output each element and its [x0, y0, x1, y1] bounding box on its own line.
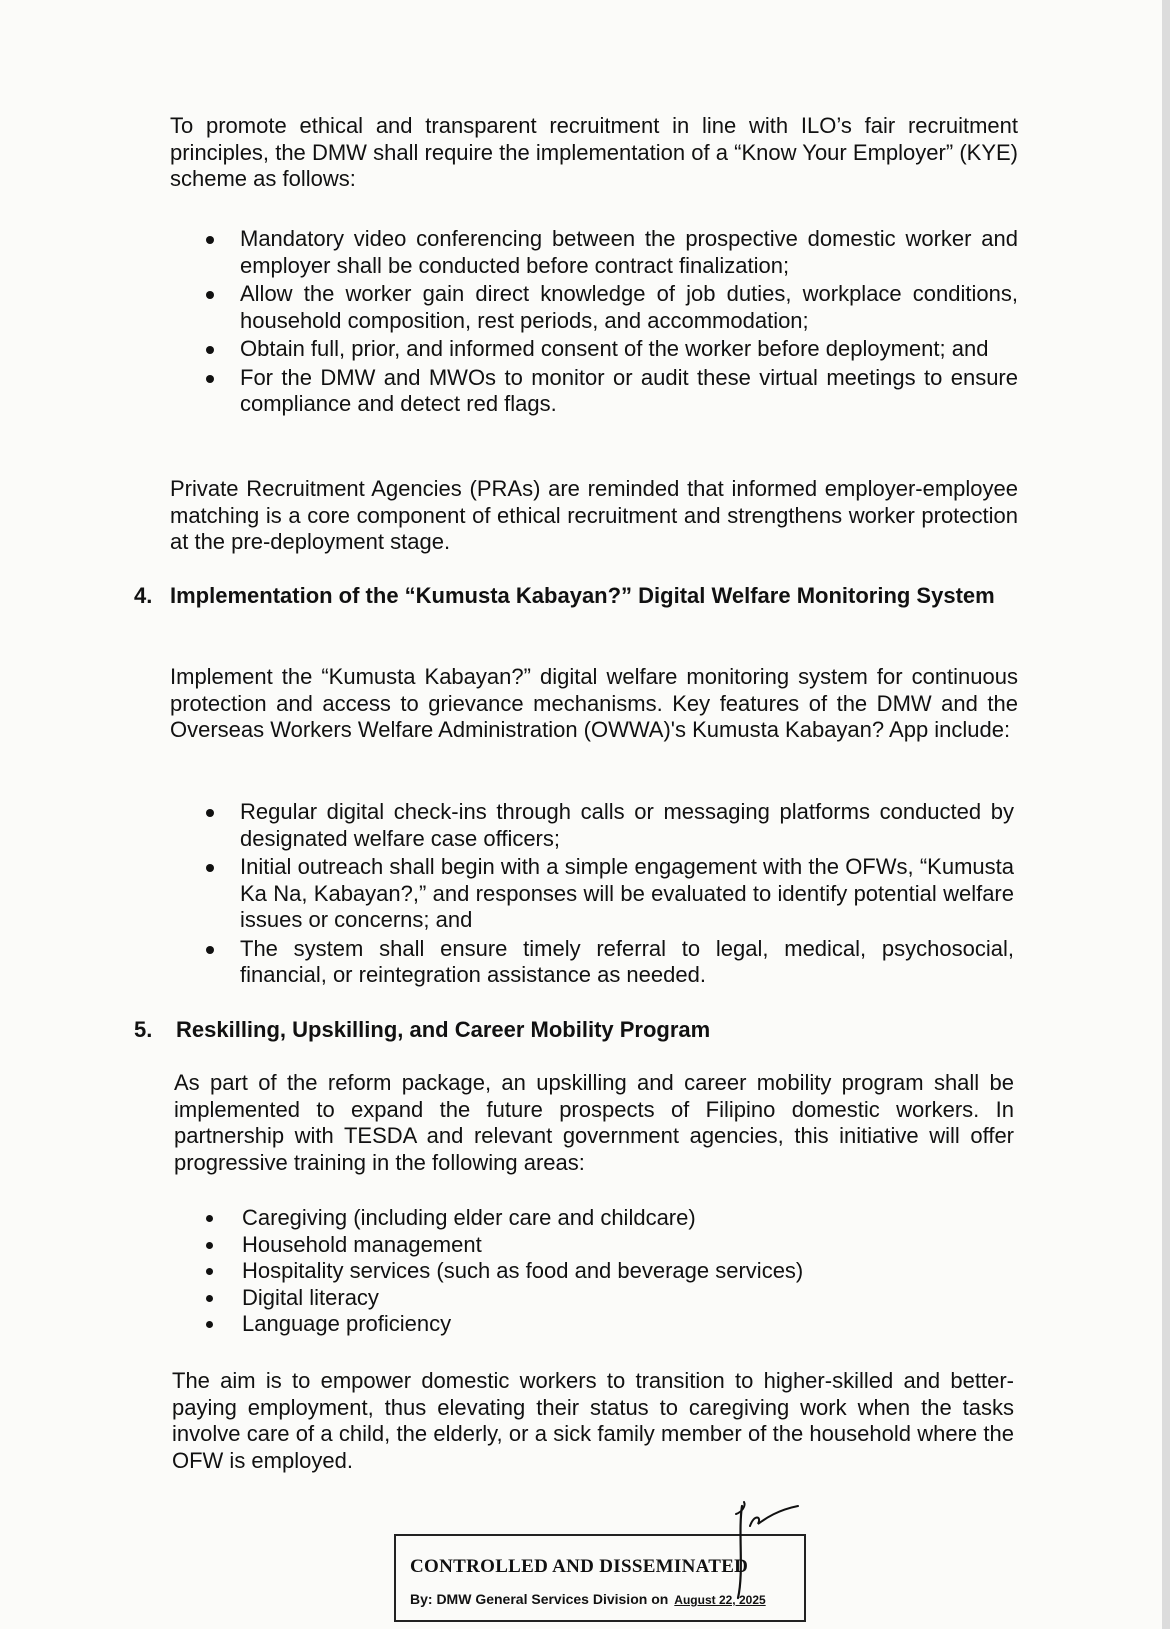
section-5-bullet-list [242, 1205, 1002, 1338]
section-title: Reskilling, Upskilling, and Career Mobility Program [176, 1017, 711, 1042]
section-number: 4. [134, 583, 153, 608]
bullet-icon [206, 809, 214, 817]
bullet-icon [206, 346, 214, 354]
stamp-date: August 22, 2025 [674, 1593, 766, 1607]
pra-note-paragraph: Private Recruitment Agencies (PRAs) are reminded that informed employer-employee matching is a core component of ethical recruitment and strengthens worker protection at the pre-deployment stage. [170, 476, 1018, 554]
section-title: Implementation of the “Kumusta Kabayan?” Digital Welfare Monitoring System [170, 583, 995, 608]
page-edge [1162, 0, 1170, 1629]
section-4-body: Implement the “Kumusta Kabayan?” digital welfare monitoring system for continuous protection and access to grievance mechanisms. Key features of the DMW and the Overseas Workers Welfare Administration (OWWA)'s Kumusta Kabayan? App include: [170, 664, 1018, 742]
list-item: Obtain full, prior, and informed consent of the worker before deployment; and [240, 336, 1018, 363]
bullet-icon [206, 1295, 213, 1302]
section-4-bullet-list [240, 799, 1014, 989]
kye-bullet-list [240, 226, 1018, 418]
closing-paragraph: The aim is to empower domestic workers to transition to higher-skilled and better-paying employment, thus elevating their status to caregiving work when the tasks involve care of a child, the elderly, or a sick family member of the household where the OFW is employed. [172, 1368, 1014, 1473]
bullet-icon [206, 946, 214, 954]
stamp-title: CONTROLLED AND DISSEMINATED [410, 1556, 749, 1577]
bullet-icon [206, 375, 214, 383]
list-item: Regular digital check-ins through calls or messaging platforms conducted by designated welfare case officers; [240, 799, 1014, 852]
bullet-icon [206, 236, 214, 244]
section-5-heading [134, 1017, 1018, 1044]
bullet-icon [206, 864, 214, 872]
section-4-heading [134, 583, 1018, 610]
list-item: For the DMW and MWOs to monitor or audit these virtual meetings to ensure compliance and detect red flags. [240, 365, 1018, 418]
list-item: The system shall ensure timely referral to legal, medical, psychosocial, financial, or reintegration assistance as needed. [240, 936, 1014, 989]
list-item: Mandatory video conferencing between the prospective domestic worker and employer shall be conducted before contract finalization; [240, 226, 1018, 279]
bullet-icon [206, 1215, 213, 1222]
stamp-byline: By: DMW General Services Division on August 22, 2025 [410, 1591, 766, 1607]
signature-mark [728, 1492, 818, 1602]
bullet-icon [206, 291, 214, 299]
list-item: Household management [242, 1232, 1002, 1259]
bullet-icon [206, 1268, 213, 1275]
section-number: 5. [134, 1017, 153, 1042]
list-item: Initial outreach shall begin with a simple engagement with the OFWs, “Kumusta Ka Na, Kabayan?,” and responses will be evaluated to identify potential welfare issues or concerns; and [240, 854, 1014, 934]
list-item: Digital literacy [242, 1285, 1002, 1312]
bullet-icon [206, 1242, 213, 1249]
list-item: Hospitality services (such as food and beverage services) [242, 1258, 1002, 1285]
list-item: Caregiving (including elder care and childcare) [242, 1205, 1002, 1232]
bullet-icon [206, 1321, 213, 1328]
intro-paragraph: To promote ethical and transparent recruitment in line with ILO’s fair recruitment principles, the DMW shall require the implementation of a “Know Your Employer” (KYE) scheme as follows: [170, 113, 1018, 191]
list-item: Language proficiency [242, 1311, 1002, 1338]
list-item: Allow the worker gain direct knowledge of job duties, workplace conditions, household composition, rest periods, and accommodation; [240, 281, 1018, 334]
section-5-body: As part of the reform package, an upskilling and career mobility program shall be implemented to expand the future prospects of Filipino domestic workers. In partnership with TESDA and relevant government agencies, this initiative will offer progressive training in the following areas: [174, 1070, 1014, 1175]
